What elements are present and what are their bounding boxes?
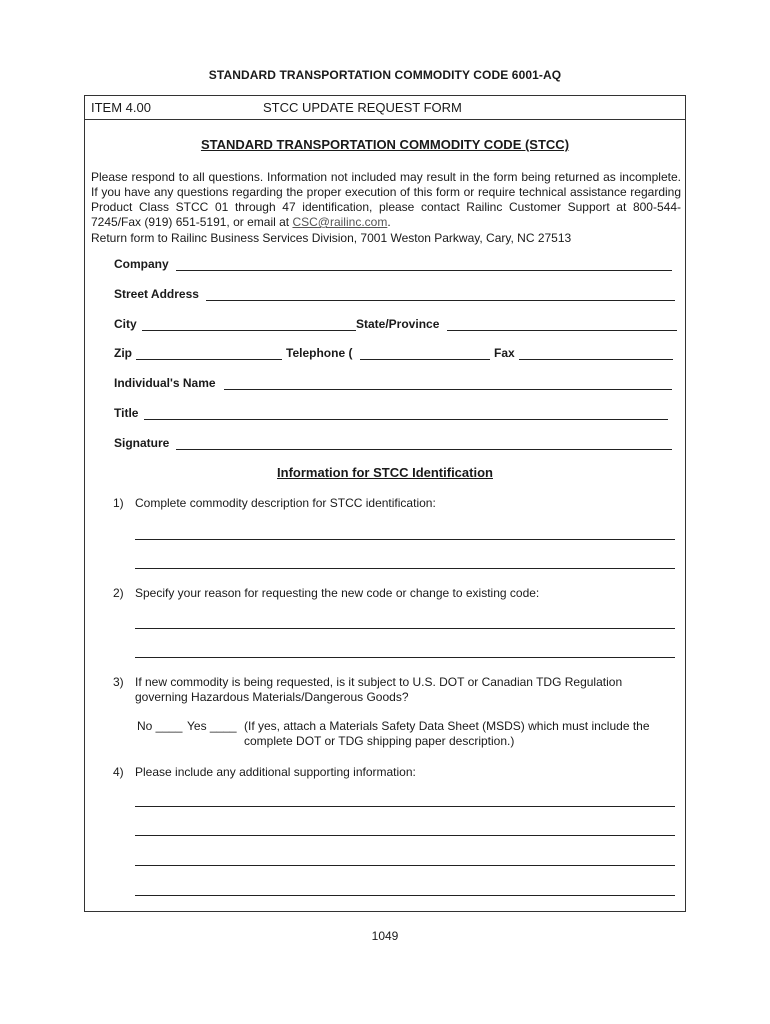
form-name: STCC UPDATE REQUEST FORM [263, 100, 462, 115]
question-1 [85, 496, 685, 512]
street-address-input[interactable] [206, 300, 675, 301]
return-address: Return form to Railinc Business Services Division, 7001 Weston Parkway, Cary, NC 27513 [91, 231, 572, 245]
info-section-title [85, 465, 685, 480]
signature-label: Signature [114, 436, 170, 450]
signature-input[interactable] [176, 449, 672, 450]
hazmat-answer [85, 719, 685, 751]
individual-name-label: Individual's Name [114, 376, 216, 390]
question-4 [85, 765, 685, 781]
hazmat-note-line-1: (If yes, attach a Materials Safety Data Sheet (MSDS) which must include the [244, 719, 650, 733]
city-label: City [114, 317, 137, 331]
question-1-answer-line-2[interactable] [135, 568, 675, 569]
info-section-title-text: Information for STCC Identification [277, 465, 493, 480]
question-4-answer-line-3[interactable] [135, 865, 675, 866]
question-1-number: 1) [113, 496, 124, 510]
individual-name-input[interactable] [224, 389, 672, 390]
question-3 [85, 675, 685, 707]
form-header-row [85, 96, 685, 120]
company-input[interactable] [176, 270, 672, 271]
telephone-label: Telephone ( [286, 346, 353, 360]
form-box [84, 95, 686, 912]
fax-label: Fax [494, 346, 515, 360]
city-input[interactable] [142, 330, 356, 331]
question-4-answer-line-2[interactable] [135, 835, 675, 836]
hazmat-note-line-2: complete DOT or TDG shipping paper description.) [244, 734, 515, 748]
title-input[interactable] [144, 419, 668, 420]
intro-text: Please respond to all questions. Information not included may result in the form being returned as incomplete. If you have any questions regarding the proper execution of this form or require technical assistance regarding Product Class STCC 01 through 47 identification, please contact Railinc Customer Support at 800-544-7245/Fax (919) 651-5191, or email at [91, 170, 681, 229]
intro-email-suffix: . [387, 215, 391, 229]
section-title [85, 137, 685, 152]
question-4-text: Please include any additional supporting information: [135, 765, 416, 779]
state-province-label: State/Province [356, 317, 440, 331]
zip-input[interactable] [136, 359, 282, 360]
fax-input[interactable] [519, 359, 673, 360]
question-2-number: 2) [113, 586, 124, 600]
question-4-answer-line-1[interactable] [135, 806, 675, 807]
question-4-answer-line-4[interactable] [135, 895, 675, 896]
title-label: Title [114, 406, 139, 420]
zip-label: Zip [114, 346, 132, 360]
hazmat-no-option[interactable]: No ____ [137, 719, 183, 733]
telephone-input[interactable] [360, 359, 490, 360]
section-title-text: STANDARD TRANSPORTATION COMMODITY CODE (STCC) [200, 137, 570, 152]
question-2 [85, 586, 685, 602]
question-3-text-line-2: governing Hazardous Materials/Dangerous Goods? [135, 690, 409, 704]
support-email-link[interactable]: CSC@railinc.com [292, 215, 388, 229]
question-3-number: 3) [113, 675, 124, 689]
question-4-number: 4) [113, 765, 124, 779]
hazmat-yes-option[interactable]: Yes ____ [187, 719, 237, 733]
state-province-input[interactable] [447, 330, 677, 331]
question-1-answer-line-1[interactable] [135, 539, 675, 540]
question-3-text: If new commodity is being requested, is it subject to U.S. DOT or Canadian TDG Regulation [135, 675, 623, 689]
intro-paragraph [91, 170, 681, 230]
question-2-text: Specify your reason for requesting the new code or change to existing code: [135, 586, 540, 600]
company-label: Company [114, 257, 169, 271]
page-number: 1049 [371, 929, 399, 943]
document-title: STANDARD TRANSPORTATION COMMODITY CODE 6001-AQ [208, 68, 562, 82]
item-number: ITEM 4.00 [91, 100, 151, 115]
question-1-text: Complete commodity description for STCC identification: [135, 496, 436, 510]
question-2-answer-line-1[interactable] [135, 628, 675, 629]
street-address-label: Street Address [114, 287, 199, 301]
question-2-answer-line-2[interactable] [135, 657, 675, 658]
